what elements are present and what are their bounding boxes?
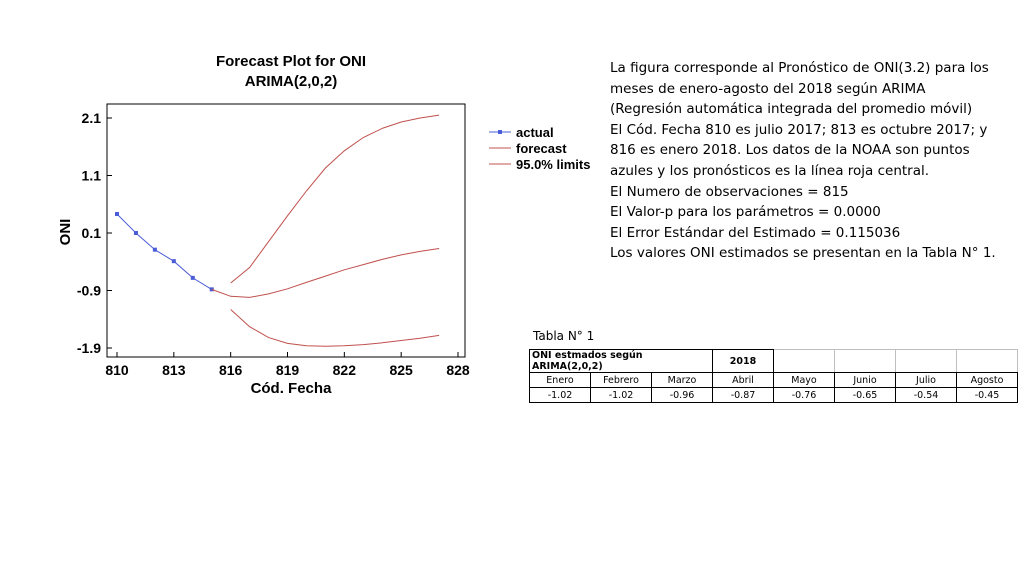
table-month: Julio (896, 373, 957, 388)
x-tick-label: 819 (275, 362, 300, 378)
description-line: meses de enero-agosto del 2018 según ARIMA (610, 80, 926, 97)
y-axis-label: ONI (57, 218, 74, 246)
description-line: 816 es enero 2018. Los datos de la NOAA son puntos (610, 142, 970, 159)
description-line: Los valores ONI estimados se presentan en la Tabla N° 1. (610, 245, 996, 262)
table-month: Agosto (957, 373, 1018, 388)
y-tick-label: -1.9 (76, 340, 101, 356)
plot-frame (107, 104, 465, 357)
chart-title: Forecast Plot for ONI (215, 53, 367, 70)
description-line: El Valor-p para los parámetros = 0.0000 (610, 204, 881, 221)
oni-table (529, 349, 1018, 403)
x-tick-label: 816 (218, 362, 243, 378)
table-month: Junio (835, 373, 896, 388)
legend-actual-marker (498, 130, 502, 134)
description-line: El Numero de observaciones = 815 (610, 183, 849, 200)
description-line: El Cód. Fecha 810 es julio 2017; 813 es octubre 2017; y (610, 121, 988, 138)
description-line: La figura corresponde al Pronóstico de ONI(3.2) para los (610, 60, 989, 76)
description-line: azules y los pronósticos es la línea roja central. (610, 162, 930, 179)
actual-point (172, 259, 176, 263)
actual-point (115, 212, 119, 216)
table-value: -1.02 (591, 388, 652, 403)
y-tick-label: 0.1 (81, 225, 101, 241)
table-value: -0.54 (896, 388, 957, 403)
y-tick-label: 2.1 (81, 110, 101, 126)
series-line-actual (117, 214, 212, 289)
table-year: 2018 (713, 350, 774, 373)
x-tick-label: 810 (105, 362, 129, 378)
actual-point (153, 248, 157, 252)
series-line-95-0-limits-lower (231, 310, 439, 347)
table-caption: Tabla N° 1 (533, 329, 595, 343)
legend-actual-label: actual (516, 125, 554, 140)
table-empty-cell (957, 350, 1018, 373)
table-header-title: ONI estmados según ARIMA(2,0,2) (530, 350, 713, 373)
table-value: -1.02 (530, 388, 591, 403)
series-group (115, 115, 439, 346)
y-tick-label: -0.9 (76, 282, 101, 299)
table-month: Febrero (591, 373, 652, 388)
description-line: (Regresión automática integrada del promedio móvil) (610, 101, 973, 118)
description-line: El Error Estándar del Estimado = 0.115036 (610, 224, 901, 241)
table-month: Marzo (652, 373, 713, 388)
table-value: -0.96 (652, 388, 713, 403)
x-tick-label: 822 (332, 362, 357, 378)
series-line-95-0-limits (231, 115, 439, 283)
table-month: Enero (530, 373, 591, 388)
x-tick-label: 828 (446, 362, 470, 378)
table-month: Abril (713, 373, 774, 388)
series-line-forecast (212, 249, 439, 298)
actual-point (134, 231, 138, 235)
x-tick-label: 813 (162, 362, 186, 378)
x-axis-label: Cód. Fecha (250, 380, 332, 397)
table-value: -0.65 (835, 388, 896, 403)
legend-forecast-label: forecast (516, 141, 567, 156)
table-month-row (530, 373, 1018, 388)
table-value-row (530, 388, 1018, 403)
actual-point (191, 276, 195, 280)
table-value: -0.87 (713, 388, 774, 403)
y-tick-label: 1.1 (81, 167, 101, 184)
table-value: -0.45 (957, 388, 1018, 403)
table-value: -0.76 (774, 388, 835, 403)
legend (489, 125, 590, 172)
table-empty-cell (774, 350, 835, 373)
x-tick-label: 825 (389, 362, 413, 378)
description-text (610, 58, 1010, 264)
legend-limits-label: 95.0% limits (516, 157, 591, 172)
chart-subtitle: ARIMA(2,0,2) (244, 73, 338, 90)
table-empty-cell (835, 350, 896, 373)
table-month: Mayo (774, 373, 835, 388)
x-axis (105, 352, 470, 378)
table-header-row (530, 350, 1018, 373)
table-empty-cell (896, 350, 957, 373)
